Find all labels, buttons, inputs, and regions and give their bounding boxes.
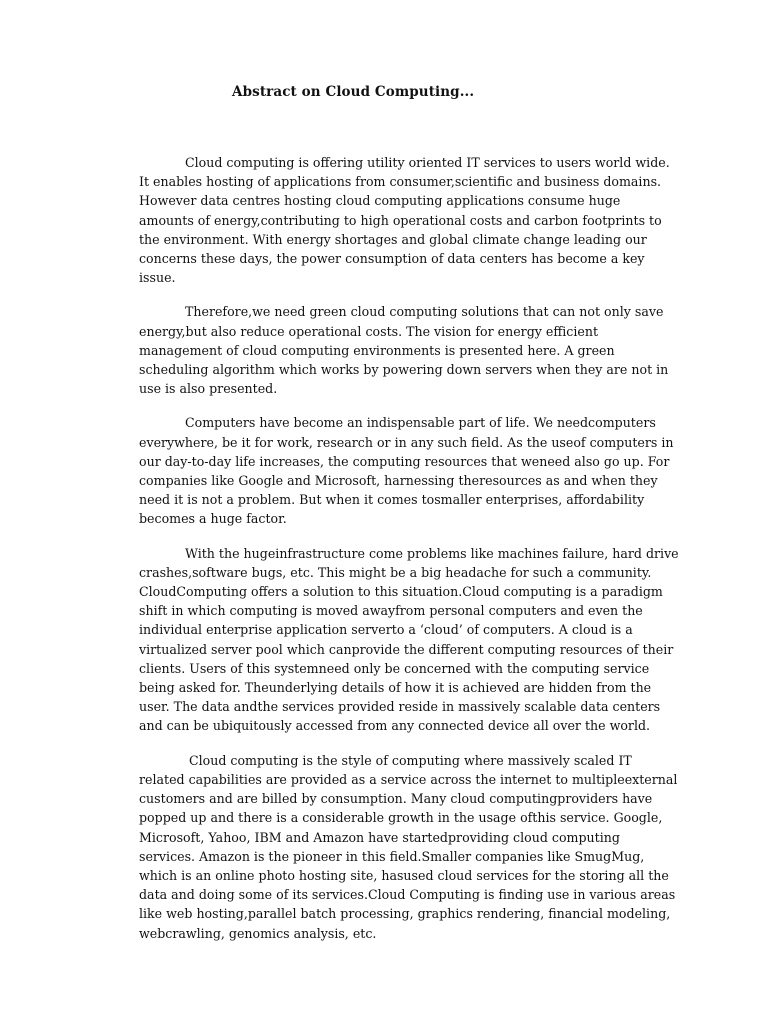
paragraph-4: With the hugeinfrastructure come problems like machines failure, hard drive crashes,software bugs, etc. This might be a big headache for such a community. CloudComputing offers a solution to this situation.Cloud computing is a paradigm shift in which computing is moved awayfrom personal computers and even the individual enterprise application serverto a ‘cloud’ of computers. A cloud is a virtualized server pool which canprovide the different computing resources of their clients. Users of this systemneed only be concerned with the computing service being asked for. Theunderlying details of how it is achieved are hidden from the user. The data andthe services provided reside in massively scalable data centers and can be ubiquitously accessed from any connected device all over the world. xyxy=(139,545,679,734)
paragraph-1: Cloud computing is offering utility oriented IT services to users world wide. It enables hosting of applications from consumer,scientific and business domains. However data centres hosting cloud computing applications consume huge amounts of energy,contributing to high operational costs and carbon footprints to the environment. With energy shortages and global climate change leading our concerns these days, the power consumption of data centers has become a key issue. xyxy=(139,155,670,286)
paragraph-5: Cloud computing is the style of computing where massively scaled IT related capabilities are provided as a service across the internet to multipleexternal customers and are billed by consumption. Many cloud computingproviders have popped up and there is a considerable growth in the usage ofthis service. Google, Microsoft, Yahoo, IBM and Amazon have startedproviding cloud computing services. Amazon is the pioneer in this field.Smaller companies like SmugMug, which is an online photo hosting site, hasused cloud services for the storing all the data and doing some of its services.Cloud Computing is finding use in various areas like web hosting,parallel batch processing, graphics rendering, financial modeling, webcrawling, genomics analysis, etc. xyxy=(139,752,678,941)
paragraph-3: Computers have become an indispensable part of life. We needcomputers everywhere, be it for work, research or in any such field. As the useof computers in our day-to-day life increases, the computing resources that weneed also go up. For companies like Google and Microsoft, harnessing theresources as and when they need it is not a problem. But when it comes tosmaller enterprises, affordability becomes a huge factor. xyxy=(139,415,674,527)
document-body xyxy=(139,153,679,958)
document-title: Abstract on Cloud Computing... xyxy=(232,84,475,100)
paragraph-2: Therefore,we need green cloud computing solutions that can not only save energy,but also reduce operational costs. The vision for energy efficient management of cloud computing environments is presented here. A green scheduling algorithm which works by powering down servers when they are not in use is also presented. xyxy=(139,304,669,397)
